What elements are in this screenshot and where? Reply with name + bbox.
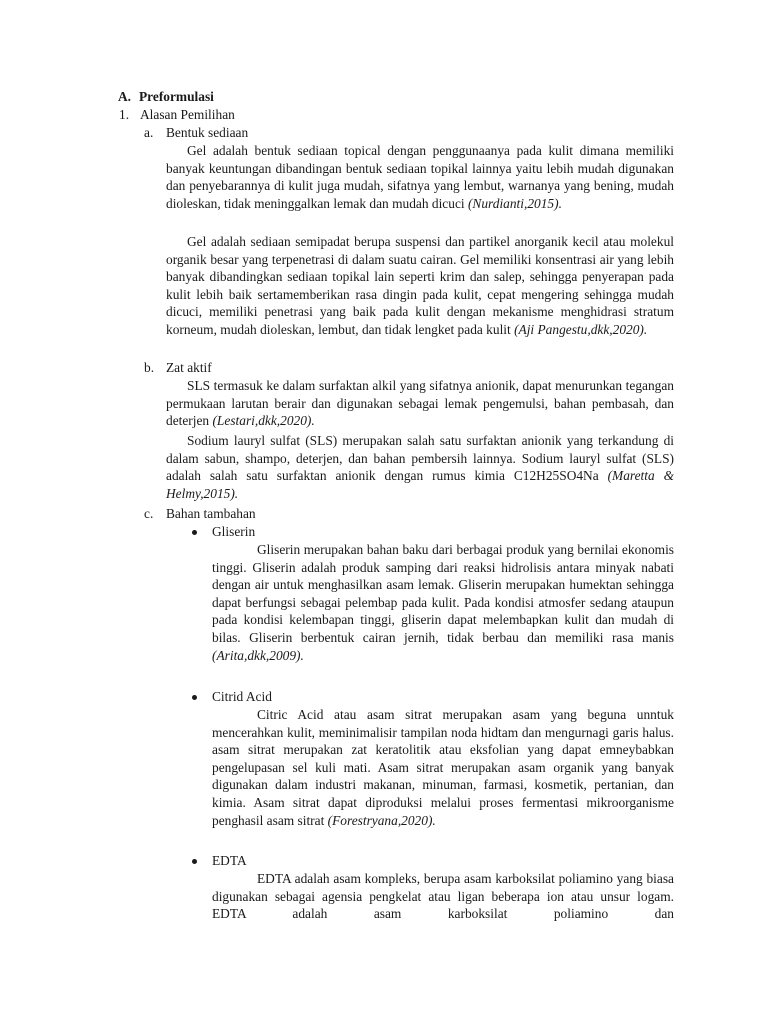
bullet-citric-acid-title: Citrid Acid bbox=[212, 689, 272, 704]
bullet-gliserin-citation: (Arita,dkk,2009). bbox=[212, 647, 304, 663]
bullet-gliserin-title: Gliserin bbox=[212, 524, 256, 539]
section-title: Preformulasi bbox=[139, 89, 214, 104]
item-b-paragraph-2 bbox=[166, 432, 674, 502]
item-b-paragraph-2-text: Sodium lauryl sulfat (SLS) merupakan salah satu surfaktan anionik yang terkandung di dalam sabun, shampo, deterjen, dan bahan pembersih lainnya. Sodium lauryl sulfat (SLS) adalah salah satu surfaktan anionik dengan rumus kimia C12H25SO4Na bbox=[166, 433, 674, 484]
item-b-paragraph-1-citation: (Lestari,dkk,2020). bbox=[212, 413, 315, 429]
subsection-number: 1. bbox=[119, 107, 130, 122]
item-a-paragraph-2-citation: (Aji Pangestu,dkk,2020). bbox=[514, 321, 648, 337]
bullet-icon bbox=[192, 695, 197, 700]
item-a-paragraph-2-text: Gel adalah sediaan semipadat berupa suspensi dan partikel anorganik kecil atau molekul organik besar yang terpenetrasi di dalam suatu cairan. Gel memiliki konsentrasi air yang lebih banyak dibandingkan sediaan topikal lain seperti krim dan salep, sehingga penyerapan pada kulit lebih baik sertamemberikan rasa dingin pada kulit, cepat mengering sehingga mudah dicuci, memiliki penetrasi yang baik pada kulit dengan mekanisme menghidrasi stratum korneum, mudah dioleskan, lembut, dan tidak lengket pada kulit bbox=[166, 234, 674, 337]
item-b-title: Zat aktif bbox=[166, 360, 212, 375]
item-b-paragraph-2-citation: (Maretta & Helmy,2015). bbox=[166, 468, 674, 501]
item-c-title: Bahan tambahan bbox=[166, 506, 256, 521]
bullet-citric-acid-text: Citric Acid atau asam sitrat merupakan asam yang beguna unntuk mencerahkan kulit, meminimalisir tampilan noda hidtam dan mengurnagi garis halus. asam sitrat merupakan zat keratolitik atau eksfolian yang dapat emneybabkan pengelupasan sel kuli mati. Asam sitrat merupakan asam organik yang banyak digunakan dalam industri makanan, minuman, farmasi, kosmetik, pertanian, dan kimia. Asam sitrat dapat diproduksi melalui proses fermentasi mikroorganisme penghasil asam sitrat bbox=[212, 707, 674, 828]
item-a-paragraph-1-text: Gel adalah bentuk sediaan topical dengan penggunaanya pada kulit dimana memiliki banyak keuntungan dibandingan bentuk sediaan topikal lainnya yaitu lebih mudah digunakan dan penyebarannya di kulit juga mudah, sifatnya yang lembut, warnanya yang bening, mudah dioleskan, tidak meninggalkan lemak dan mudah dicuci bbox=[166, 143, 674, 211]
item-a-letter: a. bbox=[144, 125, 154, 140]
bullet-citric-acid-citation: (Forestryana,2020). bbox=[327, 812, 436, 828]
item-b-letter: b. bbox=[144, 360, 155, 375]
bullet-edta-paragraph bbox=[212, 870, 674, 923]
bullet-gliserin-paragraph bbox=[212, 541, 674, 664]
item-a-paragraph-1-citation: (Nurdianti,2015). bbox=[467, 195, 562, 211]
bullet-icon bbox=[192, 859, 197, 864]
item-b-paragraph-1 bbox=[166, 377, 674, 430]
item-b-paragraph-1-text: SLS termasuk ke dalam surfaktan alkil yang sifatnya anionik, dapat menurunkan tegangan permukaan larutan berair dan digunakan sebagai lemak pengemulsi, bahan pembasah, dan deterjen bbox=[166, 378, 674, 429]
section-letter: A. bbox=[118, 89, 132, 104]
bullet-gliserin-text: Gliserin merupakan bahan baku dari berbagai produk yang bernilai ekonomis tinggi. Gliserin adalah produk samping dari reaksi hidrolisis antara minyak nabati dengan air untuk menghasilkan asam lemak. Gliserin merupakan humektan sehingga dapat berfungsi sebagai pelembap pada kulit. Pada kondisi atmosfer sedang ataupun pada kondisi kelembapan tinggi, gliserin dapat melembapkan kulit dan mudah di bilas. Gliserin berbentuk cairan jernih, tidak berbau dan memiliki rasa manis bbox=[212, 542, 674, 645]
bullet-citric-acid-paragraph bbox=[212, 706, 674, 829]
bullet-icon bbox=[192, 530, 197, 535]
item-a-paragraph-1 bbox=[166, 142, 674, 212]
bullet-edta-text: EDTA adalah asam kompleks, berupa asam karboksilat poliamino yang biasa digunakan sebagai agensia pengkelat atau ligan beberapa ion atau unsur logam. EDTA adalah asam karboksilat poliamino dan bbox=[212, 871, 674, 922]
item-c-letter: c. bbox=[144, 506, 154, 521]
item-a-title: Bentuk sediaan bbox=[166, 125, 249, 140]
bullet-edta-title: EDTA bbox=[212, 853, 247, 868]
subsection-title: Alasan Pemilihan bbox=[140, 107, 235, 122]
item-a-paragraph-2 bbox=[166, 233, 674, 339]
